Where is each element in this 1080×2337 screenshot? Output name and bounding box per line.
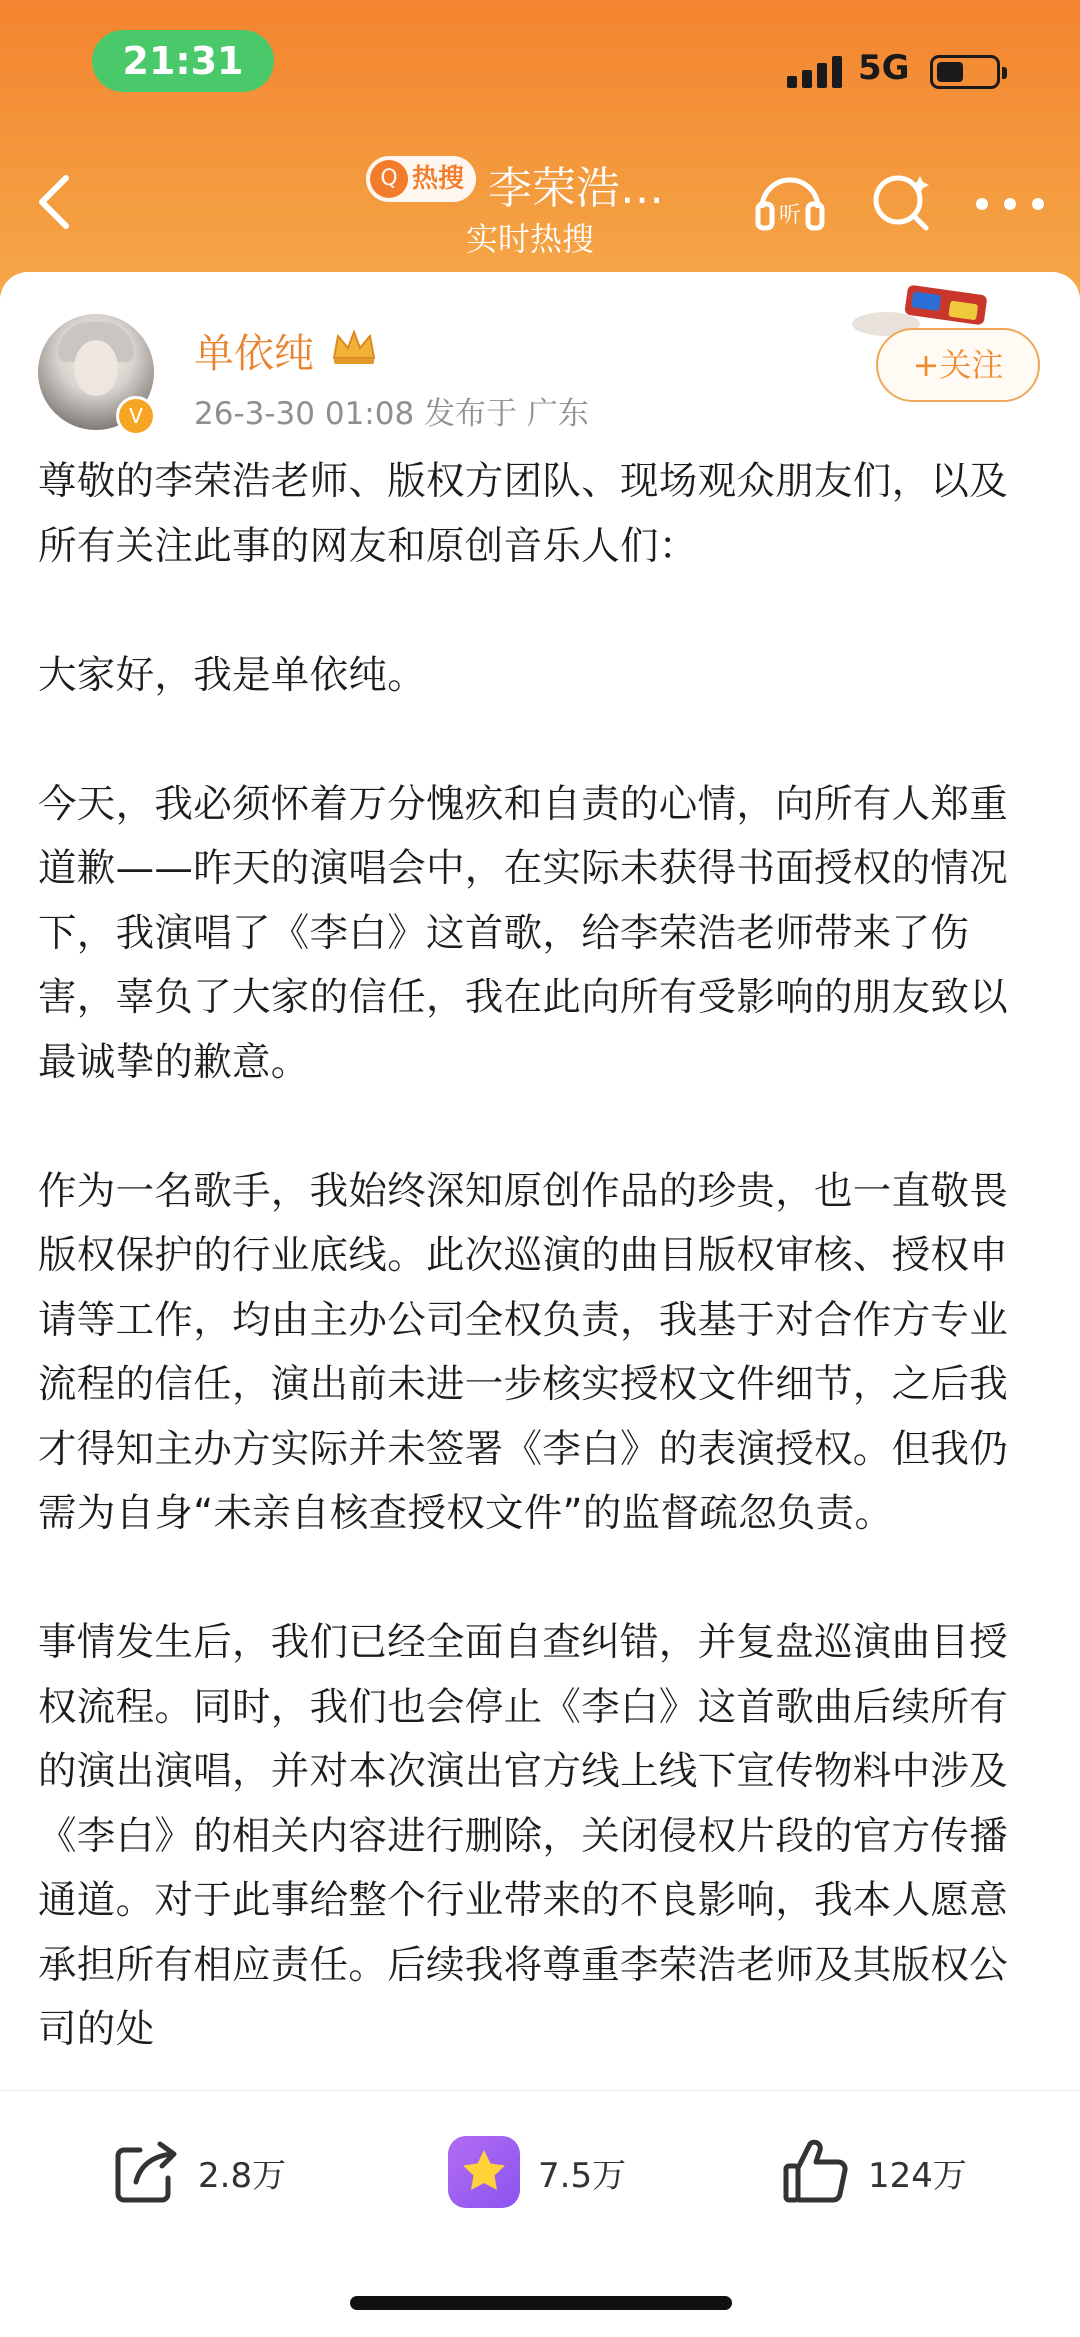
post-body <box>38 450 1043 2068</box>
listen-icon[interactable] <box>752 164 828 240</box>
top-nav <box>0 140 1080 270</box>
post-paragraph: 尊敬的李荣浩老师、版权方团队、现场观众朋友们，以及所有关注此事的网友和原创音乐人们： <box>38 459 1009 569</box>
more-options-icon[interactable] <box>976 198 1046 212</box>
crown-icon <box>328 324 380 368</box>
battery-icon <box>930 55 1000 89</box>
signal-icon <box>787 56 843 88</box>
post-paragraph: 大家好，我是单依纯。 <box>38 652 427 698</box>
favorite-button[interactable] <box>448 2136 648 2216</box>
post-paragraph: 今天，我必须怀着万分愧疚和自责的心情，向所有人郑重道歉——昨天的演唱会中，在实际未获得书面授权的情况下，我演唱了《李白》这首歌，给李荣浩老师带来了伤害，辜负了大家的信任，我在此向所有受影响的朋友致以最诚挚的歉意。 <box>38 781 1009 1085</box>
hot-search-badge <box>366 156 476 202</box>
status-bar <box>0 0 1080 140</box>
verified-icon: V <box>116 396 156 436</box>
share-button[interactable] <box>110 2136 310 2216</box>
share-count: 2.8万 <box>198 2156 287 2196</box>
home-indicator[interactable] <box>350 2296 732 2310</box>
like-count: 124万 <box>868 2156 967 2196</box>
network-label: 5G <box>858 48 910 88</box>
post-paragraph: 事情发生后，我们已经全面自查纠错，并复盘巡演曲目授权流程。同时，我们也会停止《李白》这首歌曲后续所有的演出演唱，并对本次演出官方线上线下宣传物料中涉及《李白》的相关内容进行删除，关闭侵权片段的官方传播通道。对于此事给整个行业带来的不良影响，我本人愿意承担所有相应责任。后续我将尊重李荣浩老师及其版权公司的处 <box>38 1620 1009 2052</box>
share-icon <box>110 2136 182 2208</box>
favorite-count: 7.5万 <box>538 2156 627 2196</box>
like-button[interactable] <box>780 2136 1000 2216</box>
post-paragraph: 作为一名歌手，我始终深知原创作品的珍贵，也一直敬畏版权保护的行业底线。此次巡演的曲目版权审核、授权申请等工作，均由主办公司全权负责，我基于对合作方专业流程的信任，演出前未进一步核实授权文件细节，之后我才得知主办方实际并未签署《李白》的表演授权。但我仍需为自身“未亲自核查授权文件”的监督疏忽负责。 <box>38 1168 1009 1536</box>
back-arrow-icon[interactable] <box>30 172 78 232</box>
follow-button[interactable]: +关注 <box>876 328 1040 402</box>
author-name[interactable]: 单依纯 <box>194 331 314 377</box>
search-glyph-icon: Q <box>370 160 408 198</box>
post-card <box>0 272 1080 2092</box>
page-title[interactable]: 李荣浩… <box>488 163 664 214</box>
post-meta: 26-3-30 01:08 发布于 广东 <box>194 396 589 432</box>
thumbs-up-icon <box>780 2136 852 2208</box>
status-time: 21:31 <box>92 30 274 92</box>
svg-text:听: 听 <box>778 203 802 228</box>
page-subtitle: 实时热搜 <box>466 220 595 258</box>
star-icon <box>448 2136 520 2208</box>
hot-badge-label: 热搜 <box>412 164 465 194</box>
search-icon[interactable] <box>868 168 934 234</box>
